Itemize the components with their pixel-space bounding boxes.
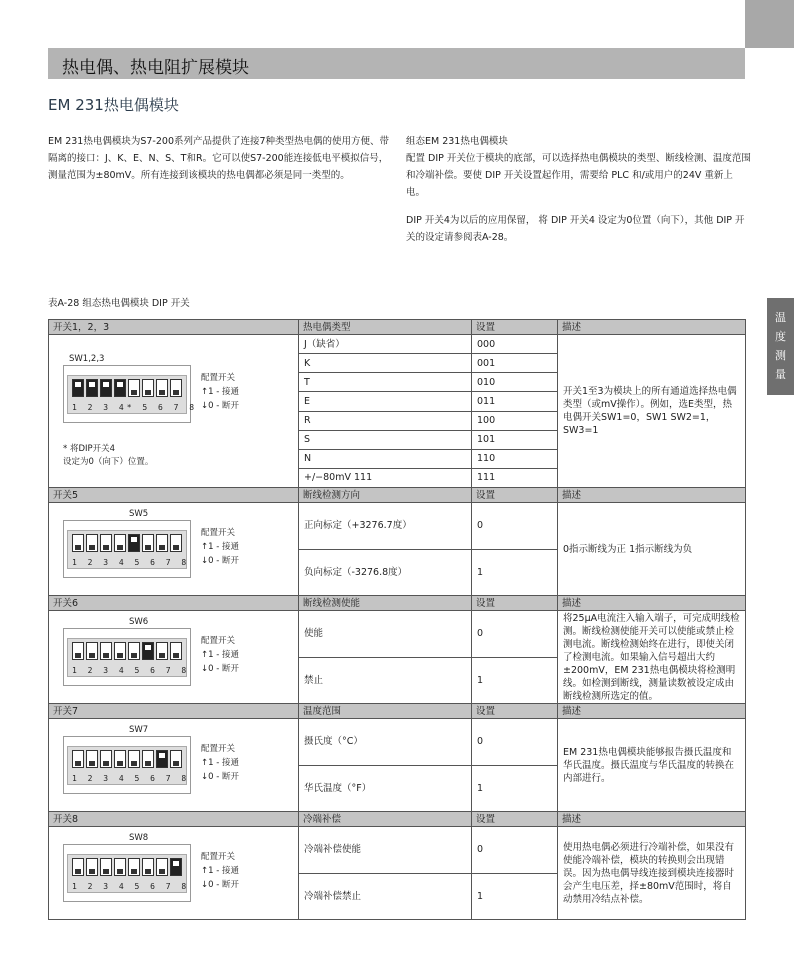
dip-switch (128, 379, 140, 397)
config-legend (201, 526, 239, 568)
header-cell: 描述 (558, 488, 746, 503)
legend-cfg-off: ↓0 - 断开 (201, 401, 240, 411)
option-value: 1 (472, 873, 558, 920)
dip-switch (72, 642, 84, 660)
header-cell: 开关1，2，3 (49, 320, 299, 335)
legend-cfg-off: ↓0 - 断开 (201, 772, 240, 782)
header-cell: 设置 (472, 488, 558, 503)
header-cell: 设置 (472, 596, 558, 611)
option-name: N (299, 449, 472, 468)
legend-cfg-title: 配置开关 (201, 744, 236, 754)
table-header-row (49, 320, 746, 335)
description-cell: 将25μA电流注入输入端子，可完成明线检测。断线检测使能开关可以使能或禁止检测电流。断线检测始终在进行，即使关闭了检测电流。如果输入信号超出大约±200mV，EM 231热电偶模块将检测明线。如检测到断线，测量读数被设定成由断线检测所选定的值。 (558, 611, 746, 704)
option-value: 1 (472, 549, 558, 596)
intro-paragraph: EM 231热电偶模块为S7-200系列产品提供了连接7种类型热电偶的使用方便、带隔离的接口：J、K、E、N、S、T和R。它可以使S7-200能连接低电平模拟信号，测量范围为±80mV。所有连接到该模块的热电偶都必须是同一类型的。 (48, 136, 390, 181)
dip-switch (100, 642, 112, 660)
section-title: EM 231热电偶模块 (48, 96, 179, 114)
option-name: 冷端补偿禁止 (299, 873, 472, 920)
switch-figure-cell (49, 335, 299, 488)
header-cell: 设置 (472, 704, 558, 719)
dip-switch (86, 534, 98, 552)
header-cell: 开关5 (49, 488, 299, 503)
option-value: 0 (472, 827, 558, 874)
option-name: S (299, 430, 472, 449)
switch-figure-cell (49, 611, 299, 704)
switch-numbers: 1 2 3 4 5 6 7 8 (72, 558, 190, 567)
option-name: 禁止 (299, 657, 472, 704)
legend-cfg-on: ↑1 - 接通 (201, 650, 240, 660)
legend-cfg-off: ↓0 - 断开 (201, 556, 240, 566)
header-cell: 描述 (558, 320, 746, 335)
chapter-header (48, 48, 745, 79)
option-value: 0 (472, 503, 558, 550)
option-value: 010 (472, 373, 558, 392)
config-legend (201, 742, 239, 784)
switch-numbers: 1 2 3 4* 5 6 7 8 (72, 403, 198, 412)
dip-switch (128, 750, 140, 768)
dip-switch (170, 534, 182, 552)
legend-cfg-title: 配置开关 (201, 528, 236, 538)
switch-numbers: 1 2 3 4 5 6 7 8 (72, 666, 190, 675)
dip-switch (72, 858, 84, 876)
dip-switch (170, 642, 182, 660)
dip-switch (114, 379, 126, 397)
switch-label: SW1,2,3 (69, 354, 105, 364)
header-cell: 开关6 (49, 596, 299, 611)
dip-switch (142, 642, 154, 660)
dip-switch (100, 750, 112, 768)
switch-label: SW8 (129, 833, 149, 843)
option-name: 华氏温度（°F） (299, 765, 472, 812)
corner-tab (745, 0, 794, 48)
switch-label: SW6 (129, 617, 149, 627)
description-cell: EM 231热电偶模块能够报告摄氏温度和华氏温度。摄氏温度与华氏温度的转换在内部进行。 (558, 719, 746, 812)
dip-switch-figure (49, 827, 298, 919)
chapter-title: 热电偶、热电阻扩展模块 (62, 58, 249, 78)
header-cell: 描述 (558, 704, 746, 719)
side-tab-temperature: 温 度 测 量 (767, 298, 794, 395)
option-value: 011 (472, 392, 558, 411)
option-name: T (299, 373, 472, 392)
dip-switch (86, 642, 98, 660)
dip-switch-figure (49, 503, 298, 595)
header-cell: 设置 (472, 320, 558, 335)
dip-switch-block (63, 365, 198, 423)
table-header-row (49, 488, 746, 503)
option-value: 111 (472, 468, 558, 487)
header-cell: 开关7 (49, 704, 299, 719)
dip-switch (72, 534, 84, 552)
option-value: 100 (472, 411, 558, 430)
option-name: 正向标定（+3276.7度） (299, 503, 472, 550)
switch-numbers: 1 2 3 4 5 6 7 8 (72, 774, 190, 783)
option-name: 冷端补偿使能 (299, 827, 472, 874)
option-name: R (299, 411, 472, 430)
config-paragraph-1: 配置 DIP 开关位于模块的底部，可以选择热电偶模块的类型、断线检测、温度范围和冷端补偿。要使 DIP 开关设置起作用，需要给 PLC 和/或用户的24V 重新上电。 (406, 153, 751, 198)
dip-switch-block (63, 520, 191, 578)
dip-switch-figure (49, 335, 298, 487)
dip-switch (114, 858, 126, 876)
header-cell: 设置 (472, 812, 558, 827)
dip-switch (142, 534, 154, 552)
dip-switch (114, 642, 126, 660)
option-value: 0 (472, 719, 558, 766)
dip-switch (100, 379, 112, 397)
description-cell: 0指示断线为正 1指示断线为负 (558, 503, 746, 596)
option-value: 101 (472, 430, 558, 449)
dip-switch (72, 750, 84, 768)
dip-switch-block (63, 628, 191, 686)
switch-figure-cell (49, 503, 299, 596)
legend-cfg-title: 配置开关 (201, 373, 236, 383)
header-cell: 断线检测方向 (299, 488, 472, 503)
dip-switch-block (63, 844, 191, 902)
dip-switch (156, 534, 168, 552)
dip-switch-figure (49, 611, 298, 703)
dip-switch-block (63, 736, 191, 794)
option-name: 使能 (299, 611, 472, 658)
option-name: E (299, 392, 472, 411)
table-header-row (49, 812, 746, 827)
dip-switch (100, 534, 112, 552)
legend-cfg-off: ↓0 - 断开 (201, 664, 240, 674)
header-cell: 温度范围 (299, 704, 472, 719)
dip-switch (86, 750, 98, 768)
legend-cfg-on: ↑1 - 接通 (201, 542, 240, 552)
option-name: +/−80mV 111 (299, 468, 472, 487)
dip-switch (114, 534, 126, 552)
dip-switch-table (48, 319, 746, 920)
table-row (49, 611, 746, 658)
dip-switch (156, 750, 168, 768)
note-line-2: 设定为0（向下）位置。 (63, 457, 154, 467)
legend-cfg-on: ↑1 - 接通 (201, 387, 240, 397)
header-cell: 热电偶类型 (299, 320, 472, 335)
dip-switch-figure (49, 719, 298, 811)
switch-figure-cell (49, 827, 299, 920)
option-value: 1 (472, 657, 558, 704)
dip-switch (114, 750, 126, 768)
option-name: K (299, 354, 472, 373)
option-value: 0 (472, 611, 558, 658)
header-cell: 冷端补偿 (299, 812, 472, 827)
dip-switch (156, 858, 168, 876)
option-name: J（缺省） (299, 335, 472, 354)
dip-switch (128, 858, 140, 876)
dip-switch (72, 379, 84, 397)
option-name: 摄氏度（°C） (299, 719, 472, 766)
legend-cfg-title: 配置开关 (201, 636, 236, 646)
dip-switch (170, 750, 182, 768)
legend-cfg-on: ↑1 - 接通 (201, 866, 240, 876)
table-row (49, 335, 746, 354)
option-value: 110 (472, 449, 558, 468)
header-cell: 开关8 (49, 812, 299, 827)
dip-switch (170, 379, 182, 397)
option-value: 001 (472, 354, 558, 373)
config-paragraph-2: DIP 开关4为以后的应用保留， 将 DIP 开关4 设定为0位置（向下），其他 DIP 开关的设定请参阅表A-28。 (406, 215, 745, 243)
dip-switch (156, 379, 168, 397)
note-line-1: * 将DIP开关4 (63, 444, 116, 454)
description-cell: 使用热电偶必须进行冷端补偿，如果没有使能冷端补偿，模块的转换则会出现错误。因为热电偶导线连接到模块连接器时会产生电压差，择±80mV范围时，将自动禁用冷结点补偿。 (558, 827, 746, 920)
switch-label: SW5 (129, 509, 149, 519)
legend-cfg-on: ↑1 - 接通 (201, 758, 240, 768)
table-header-row (49, 704, 746, 719)
dip-switch (142, 379, 154, 397)
option-name: 负向标定（-3276.8度） (299, 549, 472, 596)
legend-cfg-title: 配置开关 (201, 852, 236, 862)
dip-switch (100, 858, 112, 876)
switch-note (63, 443, 153, 469)
table-row (49, 719, 746, 766)
dip-switch (128, 534, 140, 552)
option-value: 1 (472, 765, 558, 812)
config-legend (201, 371, 239, 413)
config-legend (201, 850, 239, 892)
dip-switch (156, 642, 168, 660)
config-title: 组态EM 231热电偶模块 (406, 136, 508, 147)
option-value: 000 (472, 335, 558, 354)
dip-switch (86, 379, 98, 397)
header-cell: 断线检测使能 (299, 596, 472, 611)
table-caption: 表A-28 组态热电偶模块 DIP 开关 (48, 298, 190, 309)
table-header-row (49, 596, 746, 611)
table-row (49, 503, 746, 550)
switch-numbers: 1 2 3 4 5 6 7 8 (72, 882, 190, 891)
header-cell: 描述 (558, 596, 746, 611)
config-legend (201, 634, 239, 676)
dip-switch (128, 642, 140, 660)
switch-figure-cell (49, 719, 299, 812)
legend-cfg-off: ↓0 - 断开 (201, 880, 240, 890)
table-row (49, 827, 746, 874)
dip-switch (142, 750, 154, 768)
dip-switch (86, 858, 98, 876)
description-cell: 开关1至3为模块上的所有通道选择热电偶类型（或mV操作）。例如，选E类型，热电偶开关SW1=0，SW1 SW2=1，SW3=1 (558, 335, 746, 488)
header-cell: 描述 (558, 812, 746, 827)
switch-label: SW7 (129, 725, 149, 735)
dip-switch (142, 858, 154, 876)
dip-switch (170, 858, 182, 876)
